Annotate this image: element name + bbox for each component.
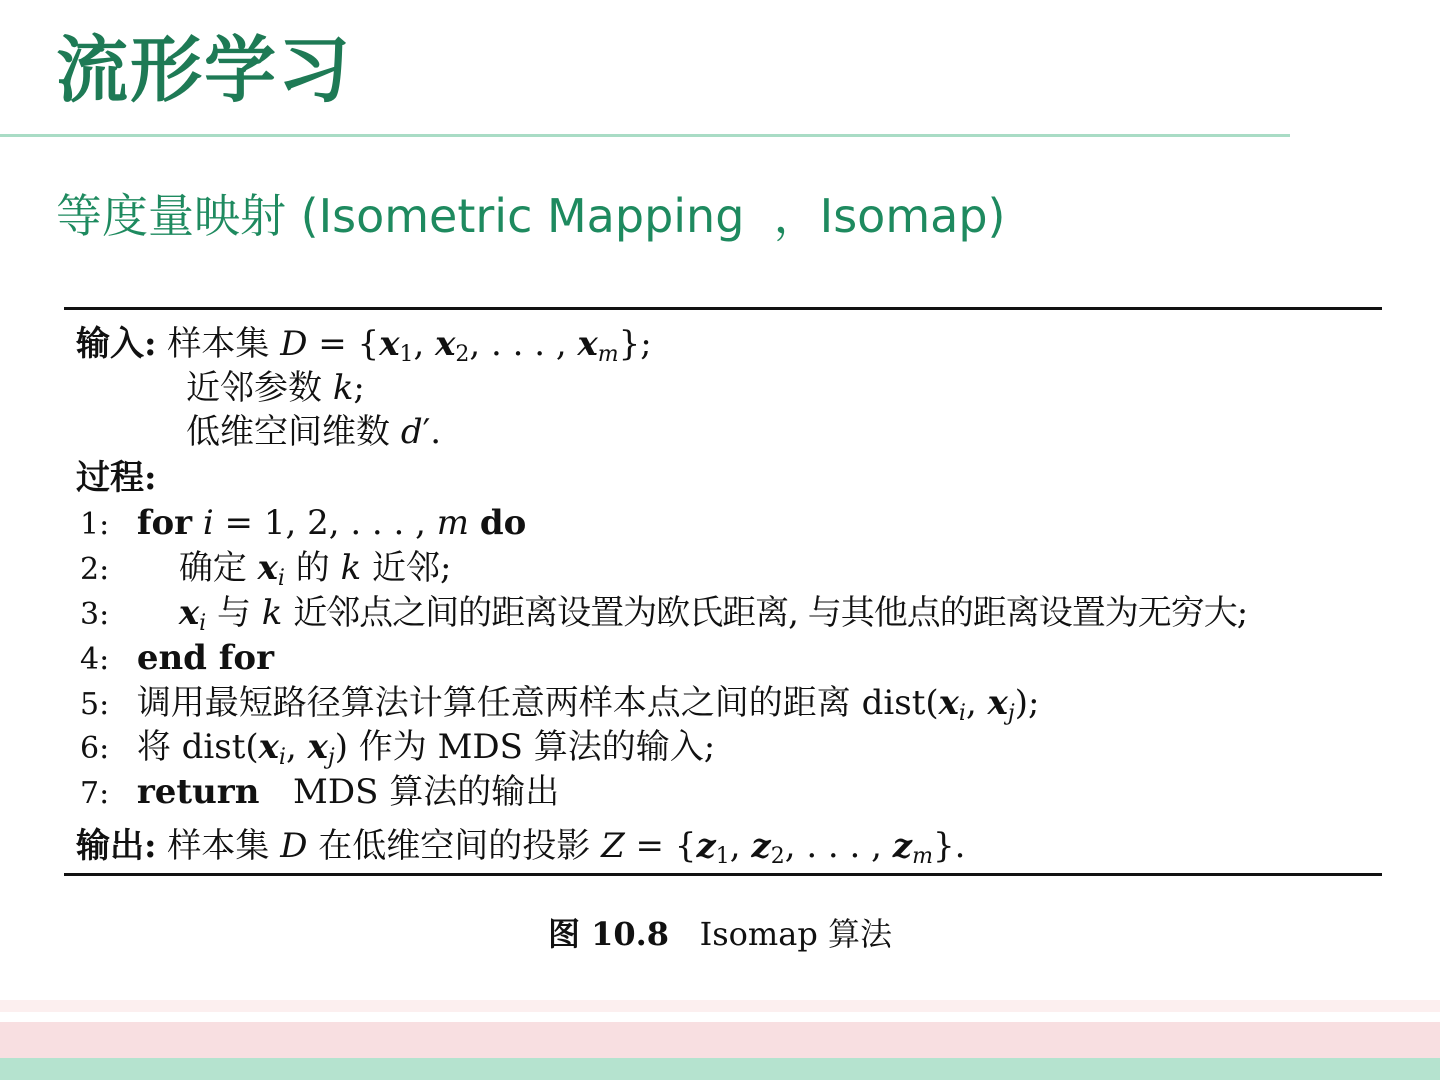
step-number: 4: [80, 642, 110, 677]
keyword-end-for: end for [136, 638, 274, 678]
step-5 [80, 681, 1039, 727]
slide-title: 流形学习 [56, 28, 353, 112]
step-7-text: MDS 算法的输出 [293, 772, 560, 812]
step-number: 1: [80, 507, 110, 542]
input-math-2: k; [332, 368, 365, 408]
step-6-text-a: 将 [136, 727, 171, 767]
step-6-func: dist [181, 727, 246, 767]
figure-name: Isomap 算法 [699, 915, 893, 953]
input-line-1 [76, 322, 652, 366]
process-label: 过程: [76, 458, 157, 498]
step-6-text-b: 作为 MDS 算法的输入; [358, 727, 716, 767]
keyword-return: return [136, 772, 260, 812]
output-text-b: 在低维空间的投影 [318, 826, 591, 866]
input-label: 输入: [76, 324, 157, 364]
step-6 [80, 725, 715, 771]
algorithm-top-rule [64, 307, 1382, 310]
output-math-d: D [280, 826, 308, 866]
step-number: 6: [80, 731, 110, 766]
step-4 [80, 636, 274, 682]
step-5-text: 调用最短路径算法计算任意两样本点之间的距离 [136, 683, 851, 723]
step-3-math-x: $x_i$ [178, 593, 207, 636]
step-6-math: ($x_i$, $x_j$) [245, 727, 348, 770]
step-1-math: i = 1, 2, . . . , m [202, 503, 470, 543]
step-3-text-a: 与 [216, 593, 251, 633]
input-line-2 [186, 366, 365, 410]
input-sample-set: 样本集 [167, 324, 270, 364]
step-2-math-k: k [340, 548, 362, 588]
step-2-math-x: $x_i$ [257, 548, 285, 591]
input-low-dim: 低维空间维数 [186, 412, 390, 452]
figure-number: 图 10.8 [547, 915, 670, 953]
step-2 [80, 546, 451, 592]
step-2-text-b: 的 [295, 548, 330, 588]
slide-subtitle: 等度量映射 (Isometric Mapping ，Isomap) [56, 189, 1006, 243]
output-math-z: $Z = \{z_1$, $z_2$, . . . , $z_m$}. [601, 826, 966, 869]
step-number: 2: [80, 552, 110, 587]
step-5-math: ($x_i$, $x_j$); [925, 683, 1040, 726]
input-neighbor-param: 近邻参数 [186, 368, 322, 408]
title-divider [0, 134, 1290, 137]
figure-caption [0, 910, 1440, 958]
footer-band-pink [0, 1022, 1440, 1058]
output-line [76, 824, 965, 868]
keyword-for: for [136, 503, 193, 543]
algorithm-bottom-rule [64, 873, 1382, 876]
step-5-func: dist [861, 683, 926, 723]
step-2-text-c: 近邻; [372, 548, 452, 588]
step-7 [80, 770, 559, 816]
step-3 [80, 591, 1247, 637]
footer-band-light [0, 1000, 1440, 1012]
output-text-a: 样本集 [167, 826, 270, 866]
step-2-text-a: 确定 [178, 548, 247, 588]
output-label: 输出: [76, 826, 157, 866]
footer-band-green [0, 1058, 1440, 1080]
step-number: 3: [80, 597, 110, 632]
input-math-3: d′. [400, 412, 442, 452]
step-1 [80, 501, 526, 547]
step-3-math-k: k [261, 593, 283, 633]
step-3-text-b: 近邻点之间的距离设置为欧氏距离, 与其他点的距离设置为无穷大; [293, 593, 1248, 633]
keyword-do: do [479, 503, 527, 543]
input-line-3 [186, 410, 441, 454]
input-math-1: $D = \{x_1$, $x_2$, . . . , $x_m$}; [280, 324, 652, 367]
step-number: 5: [80, 687, 110, 722]
step-number: 7: [80, 776, 110, 811]
